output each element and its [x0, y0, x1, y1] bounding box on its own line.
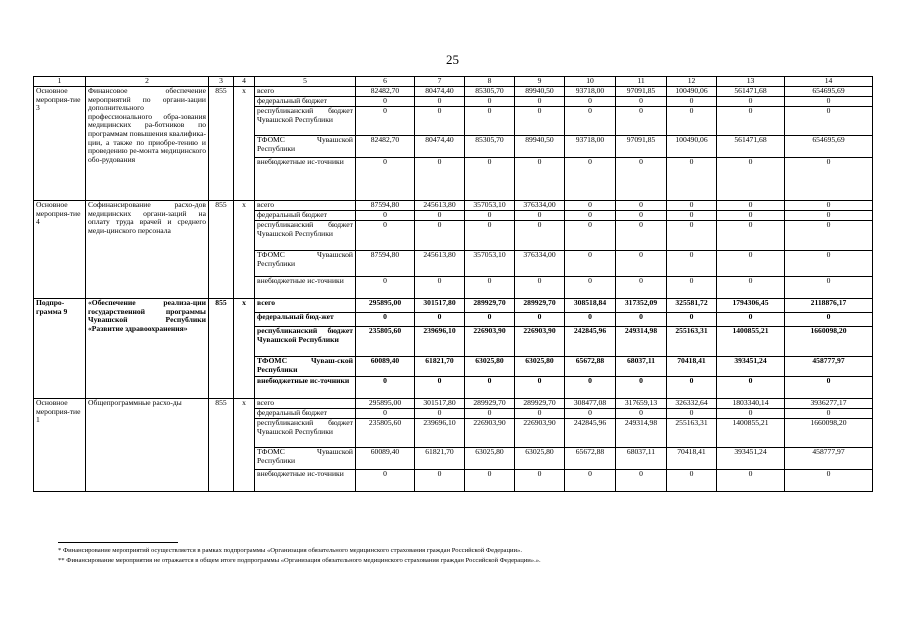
funding-value: 242845,96 [565, 419, 616, 448]
funding-value: 654695,69 [785, 87, 873, 97]
funding-source: ТФОМС Чувашской Республики [255, 251, 356, 277]
funding-value: 63025,80 [465, 448, 515, 470]
budget-code: 855 [209, 299, 234, 399]
funding-value: 0 [667, 409, 717, 419]
funding-value: 0 [356, 97, 415, 107]
table-row [34, 201, 873, 211]
funding-value: 326332,64 [667, 399, 717, 409]
funding-value: 61821,70 [415, 448, 465, 470]
funding-value: 0 [616, 158, 667, 201]
block-description: Финансовое обеспечение мероприятий по органи-зации дополнительного профессионального обра-зования медицинских ра-ботников по программам повышения квалифика-ции, а также по приобре-тению и проведению ре-монта медицинского обо-рудования [86, 87, 209, 201]
funding-value: 0 [667, 470, 717, 492]
block-label: Основное мероприя-тие 1 [34, 399, 86, 492]
x-mark: x [234, 299, 255, 399]
funding-value: 0 [565, 107, 616, 136]
funding-source: всего [255, 299, 356, 313]
funding-source: республиканский бюджет Чувашской Республики [255, 327, 356, 357]
funding-value: 0 [717, 211, 785, 221]
funding-value: 0 [356, 211, 415, 221]
funding-value: 93718,00 [565, 87, 616, 97]
funding-value: 0 [565, 221, 616, 251]
funding-value: 255163,31 [667, 419, 717, 448]
funding-value: 0 [667, 107, 717, 136]
funding-value: 0 [717, 409, 785, 419]
funding-value: 63025,80 [515, 448, 565, 470]
footnote: * Финансирование мероприятий осуществляется в рамках подпрограммы «Организация обязательного медицинского страхования граждан Российской Федерации». [58, 547, 522, 554]
funding-value: 0 [415, 97, 465, 107]
funding-value: 60089,40 [356, 357, 415, 377]
funding-value: 654695,69 [785, 136, 873, 158]
funding-value: 0 [515, 221, 565, 251]
funding-value: 0 [356, 221, 415, 251]
funding-value: 85305,70 [465, 87, 515, 97]
funding-value: 0 [356, 107, 415, 136]
table-row [34, 87, 873, 97]
funding-value: 0 [616, 97, 667, 107]
funding-value: 317659,13 [616, 399, 667, 409]
funding-value: 308477,08 [565, 399, 616, 409]
funding-value: 239696,10 [415, 327, 465, 357]
funding-source: всего [255, 399, 356, 409]
funding-value: 0 [565, 251, 616, 277]
funding-value: 97091,85 [616, 87, 667, 97]
funding-value: 235805,60 [356, 327, 415, 357]
funding-value: 0 [565, 409, 616, 419]
funding-value: 0 [465, 97, 515, 107]
funding-value: 89940,50 [515, 136, 565, 158]
funding-value: 0 [616, 211, 667, 221]
funding-value: 245613,80 [415, 201, 465, 211]
funding-value: 63025,80 [515, 357, 565, 377]
funding-value: 235805,60 [356, 419, 415, 448]
column-number: 6 [356, 77, 415, 87]
funding-value: 0 [515, 107, 565, 136]
funding-value: 0 [667, 277, 717, 299]
funding-value: 0 [565, 277, 616, 299]
funding-value: 0 [565, 377, 616, 399]
funding-value: 458777,97 [785, 357, 873, 377]
funding-value: 0 [717, 107, 785, 136]
funding-value: 0 [717, 313, 785, 327]
funding-value: 97091,85 [616, 136, 667, 158]
funding-source: республиканский бюджет Чувашской Республики [255, 419, 356, 448]
funding-value: 0 [515, 158, 565, 201]
funding-value: 0 [465, 107, 515, 136]
block-description: Общепрограммные расхо-ды [86, 399, 209, 492]
column-number: 12 [667, 77, 717, 87]
column-number: 4 [234, 77, 255, 87]
budget-code: 855 [209, 87, 234, 201]
funding-value: 63025,80 [465, 357, 515, 377]
footnote: ** Финансирование мероприятия не отражается в общем итоге подпрограммы «Организация обязательного медицинского страхования граждан Российской Федерации».». [58, 556, 541, 564]
funding-value: 0 [415, 221, 465, 251]
funding-table [33, 76, 873, 492]
funding-value: 0 [465, 211, 515, 221]
column-number: 13 [717, 77, 785, 87]
funding-value: 0 [565, 158, 616, 201]
funding-value: 0 [785, 313, 873, 327]
funding-value: 0 [465, 158, 515, 201]
table-row [34, 399, 873, 409]
funding-source: ТФОМС Чуваш-ской Республики [255, 357, 356, 377]
funding-source: ТФОМС Чувашской Республики [255, 448, 356, 470]
funding-source: внебюджетные ис-точники [255, 277, 356, 299]
funding-value: 61821,70 [415, 357, 465, 377]
funding-value: 0 [415, 470, 465, 492]
funding-value: 0 [785, 201, 873, 211]
funding-value: 0 [356, 158, 415, 201]
block-description: Софинансирование расхо-дов медицинских органи-заций на оплату труда врачей и среднего меди-цинского персонала [86, 201, 209, 299]
funding-value: 70418,41 [667, 448, 717, 470]
funding-value: 82482,70 [356, 87, 415, 97]
funding-value: 68037,11 [616, 357, 667, 377]
funding-value: 289929,70 [515, 299, 565, 313]
funding-source: всего [255, 201, 356, 211]
funding-value: 0 [415, 107, 465, 136]
funding-value: 0 [465, 277, 515, 299]
funding-value: 0 [785, 158, 873, 201]
funding-value: 255163,31 [667, 327, 717, 357]
funding-value: 0 [565, 313, 616, 327]
funding-value: 0 [785, 470, 873, 492]
funding-value: 0 [717, 277, 785, 299]
funding-value: 1400855,21 [717, 419, 785, 448]
column-number: 11 [616, 77, 667, 87]
budget-code: 855 [209, 399, 234, 492]
funding-source: федеральный бюджет [255, 409, 356, 419]
column-number: 5 [255, 77, 356, 87]
funding-value: 1660098,20 [785, 419, 873, 448]
funding-value: 0 [785, 277, 873, 299]
funding-value: 0 [667, 211, 717, 221]
funding-value: 0 [356, 470, 415, 492]
funding-value: 0 [616, 221, 667, 251]
funding-value: 0 [667, 221, 717, 251]
funding-value: 0 [515, 97, 565, 107]
funding-value: 0 [356, 277, 415, 299]
funding-value: 0 [785, 409, 873, 419]
funding-value: 0 [717, 377, 785, 399]
funding-value: 0 [465, 313, 515, 327]
funding-value: 561471,68 [717, 87, 785, 97]
funding-value: 0 [785, 107, 873, 136]
funding-value: 295895,00 [356, 399, 415, 409]
funding-value: 3936277,17 [785, 399, 873, 409]
funding-value: 226903,90 [465, 327, 515, 357]
funding-value: 89940,50 [515, 87, 565, 97]
column-number: 3 [209, 77, 234, 87]
funding-value: 0 [667, 201, 717, 211]
funding-value: 561471,68 [717, 136, 785, 158]
funding-source: внебюджетные ис-точники [255, 470, 356, 492]
block-label: Основное мероприя-тие 4 [34, 201, 86, 299]
funding-value: 376334,00 [515, 201, 565, 211]
column-number: 14 [785, 77, 873, 87]
table-row [34, 299, 873, 313]
funding-value: 249314,98 [616, 419, 667, 448]
funding-value: 393451,24 [717, 448, 785, 470]
funding-value: 0 [667, 377, 717, 399]
funding-value: 0 [565, 97, 616, 107]
funding-value: 0 [667, 158, 717, 201]
funding-value: 226903,90 [515, 419, 565, 448]
funding-value: 0 [515, 277, 565, 299]
funding-value: 80474,40 [415, 136, 465, 158]
funding-value: 0 [785, 211, 873, 221]
column-number: 7 [415, 77, 465, 87]
funding-value: 65672,88 [565, 448, 616, 470]
funding-value: 0 [616, 251, 667, 277]
funding-value: 0 [465, 409, 515, 419]
funding-value: 70418,41 [667, 357, 717, 377]
funding-value: 0 [515, 470, 565, 492]
funding-value: 100490,06 [667, 87, 717, 97]
funding-value: 245613,80 [415, 251, 465, 277]
funding-value: 82482,70 [356, 136, 415, 158]
funding-value: 0 [616, 313, 667, 327]
funding-value: 301517,80 [415, 399, 465, 409]
funding-value: 0 [465, 377, 515, 399]
funding-value: 87594,80 [356, 201, 415, 211]
funding-value: 308518,84 [565, 299, 616, 313]
funding-source: республиканский бюджет Чувашской Республики [255, 221, 356, 251]
column-number: 1 [34, 77, 86, 87]
funding-value: 80474,40 [415, 87, 465, 97]
funding-value: 295895,00 [356, 299, 415, 313]
funding-source: федеральный бюджет [255, 97, 356, 107]
x-mark: x [234, 399, 255, 492]
x-mark: x [234, 87, 255, 201]
funding-value: 0 [565, 211, 616, 221]
funding-value: 393451,24 [717, 357, 785, 377]
funding-value: 0 [356, 377, 415, 399]
funding-value: 0 [667, 251, 717, 277]
column-number: 10 [565, 77, 616, 87]
column-number: 8 [465, 77, 515, 87]
funding-source: ТФОМС Чувашской Республики [255, 136, 356, 158]
funding-source: республиканский бюджет Чувашской Республики [255, 107, 356, 136]
funding-value: 85305,70 [465, 136, 515, 158]
funding-value: 0 [667, 97, 717, 107]
funding-value: 0 [415, 409, 465, 419]
footnote-divider [58, 542, 178, 543]
funding-value: 0 [717, 470, 785, 492]
funding-value: 1803340,14 [717, 399, 785, 409]
table-body [34, 87, 873, 492]
page-number: 25 [446, 52, 459, 67]
funding-value: 0 [565, 201, 616, 211]
funding-value: 242845,96 [565, 327, 616, 357]
funding-value: 65672,88 [565, 357, 616, 377]
funding-value: 1400855,21 [717, 327, 785, 357]
funding-value: 0 [415, 377, 465, 399]
funding-value: 100490,06 [667, 136, 717, 158]
x-mark: x [234, 201, 255, 299]
funding-value: 0 [785, 97, 873, 107]
funding-value: 0 [616, 377, 667, 399]
funding-value: 357053,10 [465, 251, 515, 277]
funding-value: 458777,97 [785, 448, 873, 470]
funding-value: 0 [415, 313, 465, 327]
funding-value: 0 [616, 277, 667, 299]
column-number-row [34, 77, 873, 87]
footnotes [58, 546, 858, 565]
funding-value: 0 [717, 201, 785, 211]
funding-value: 87594,80 [356, 251, 415, 277]
funding-value: 0 [616, 409, 667, 419]
funding-value: 249314,98 [616, 327, 667, 357]
funding-value: 0 [717, 158, 785, 201]
funding-value: 325581,72 [667, 299, 717, 313]
funding-value: 60089,40 [356, 448, 415, 470]
funding-value: 93718,00 [565, 136, 616, 158]
column-number: 9 [515, 77, 565, 87]
funding-value: 289929,70 [465, 399, 515, 409]
funding-value: 0 [616, 470, 667, 492]
funding-value: 0 [356, 313, 415, 327]
funding-value: 0 [717, 251, 785, 277]
funding-value: 226903,90 [465, 419, 515, 448]
funding-value: 0 [616, 201, 667, 211]
block-label: Подпро-грамма 9 [34, 299, 86, 399]
funding-value: 68037,11 [616, 448, 667, 470]
budget-code: 855 [209, 201, 234, 299]
funding-value: 0 [667, 313, 717, 327]
funding-value: 0 [415, 158, 465, 201]
funding-value: 0 [415, 211, 465, 221]
funding-value: 0 [515, 313, 565, 327]
funding-source: всего [255, 87, 356, 97]
funding-source: внебюджетные ис-точники [255, 377, 356, 399]
funding-value: 0 [717, 97, 785, 107]
funding-value: 0 [785, 377, 873, 399]
funding-value: 1660098,20 [785, 327, 873, 357]
funding-value: 0 [515, 409, 565, 419]
funding-value: 289929,70 [465, 299, 515, 313]
funding-value: 376334,00 [515, 251, 565, 277]
funding-value: 0 [515, 211, 565, 221]
funding-value: 1794306,45 [717, 299, 785, 313]
block-description: «Обеспечение реализа-ции государственной программы Чувашской Республики «Развитие здравоохранения» [86, 299, 209, 399]
funding-value: 0 [465, 221, 515, 251]
funding-value: 0 [515, 377, 565, 399]
funding-value: 2118876,17 [785, 299, 873, 313]
funding-value: 239696,10 [415, 419, 465, 448]
funding-source: федеральный бюджет [255, 211, 356, 221]
block-label: Основное мероприя-тие 3 [34, 87, 86, 201]
funding-value: 301517,80 [415, 299, 465, 313]
funding-value: 357053,10 [465, 201, 515, 211]
funding-value: 0 [717, 221, 785, 251]
column-number: 2 [86, 77, 209, 87]
funding-value: 0 [356, 409, 415, 419]
funding-value: 0 [465, 470, 515, 492]
funding-value: 0 [616, 107, 667, 136]
funding-value: 226903,90 [515, 327, 565, 357]
funding-value: 0 [785, 221, 873, 251]
funding-source: внебюджетные ис-точники [255, 158, 356, 201]
funding-value: 317352,09 [616, 299, 667, 313]
funding-value: 0 [415, 277, 465, 299]
funding-value: 0 [565, 470, 616, 492]
funding-value: 0 [785, 251, 873, 277]
funding-source: федеральный бюд-жет [255, 313, 356, 327]
funding-value: 289929,70 [515, 399, 565, 409]
